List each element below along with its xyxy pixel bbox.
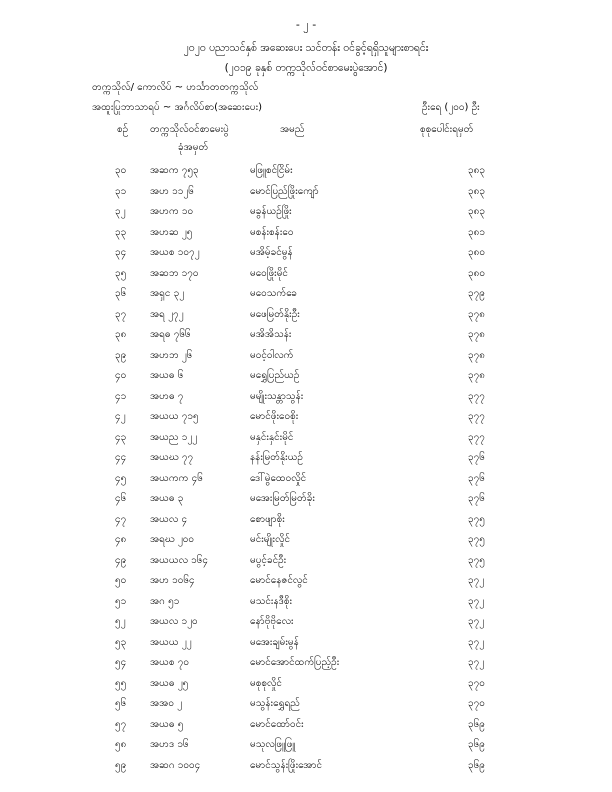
row-number: ၄၉ [115,554,127,566]
table-row [0,553,612,574]
row-number: ၅၅ [115,677,127,689]
row-number: ၄၆ [115,493,127,504]
table-row [0,655,612,676]
roll-number: အယဓ ၃ [150,493,184,504]
roll-number: အယကက ၄၆ [150,472,203,484]
roll-number: အဟဒ ၁၆ [150,739,189,750]
row-number: ၄၄ [115,452,127,463]
document-subtitle: (၂၀၁၉ ခုနှစ် တက္ကသိုလ်ဝင်စာမေးပွဲအောင်) [224,62,388,74]
column-header-name: အမည် [280,124,305,135]
roll-number: အရှင ၃၂ [150,288,185,299]
total-score: ၃၈၃ [468,206,485,217]
roll-number: အယဃ ၇၇ [150,452,194,463]
column-header-no: စဉ် [117,124,129,135]
student-name: မအိအိသန်း [250,329,292,340]
table-row [0,368,612,389]
table-row [0,676,612,697]
total-score: ၃၇၇ [468,390,485,402]
total-score: ၃၇၅ [468,513,485,525]
roll-number: အယစ ၁၀၇၂ [150,247,200,258]
total-score: ၃၇၅ [468,534,485,545]
row-number: ၄၁ [115,390,127,402]
total-score: ၃၆၉ [468,718,485,730]
row-number: ၃၉ [115,349,127,361]
student-name: မောင်နေဇင်လွင် [250,575,308,586]
table-row [0,594,612,615]
roll-number: အဆဘ ၁၇၀ [150,267,199,279]
table-row [0,717,612,738]
subject-line: အထူးပြုဘာသာရပ် ~ အင်္ဂလိပ်စာ(အဆေးပေး) [92,102,263,113]
table-row [0,430,612,451]
table-row [0,758,612,779]
student-name: မောင်အောင်ထက်ပြည့်ဦး [250,657,340,668]
row-number: ၃၆ [115,288,127,299]
roll-number: အရ ၂၇၂ [150,308,184,320]
roll-number: အအဝ ၂ [150,698,183,709]
total-score: ၃၇၇ [468,411,485,422]
student-name: မခွန်ယဉ်ဖြိုး [250,206,292,217]
table-row [0,573,612,594]
table-row [0,491,612,512]
table-row [0,266,612,287]
department-line: တက္ကသိုလ်/ ကောလိပ် ~ ဟင်္သာတတက္ကသိုလ် [92,82,259,93]
student-name: နော်ဗိုဗိုလေး [250,616,294,627]
total-score: ၃၇၈ [468,329,485,340]
column-header-roll: တက္ကသိုလ်ဝင်စာမေးပွဲ [150,124,229,135]
results-table [0,163,612,778]
student-name: မောင်သွန်းဖြိုးအောင် [250,759,322,771]
roll-number: အဆဂ ၁၀၀၄ [150,759,201,771]
row-number: ၅၂ [115,616,126,627]
table-row [0,614,612,635]
total-score: ၃၇၈ [468,370,485,381]
student-name: မအေးမြတ်မြတ်ခိုး [250,493,315,504]
table-row [0,245,612,266]
table-row [0,163,612,184]
roll-number: အဟက ၁၀ [150,206,194,217]
total-score: ၃၆၉ [468,739,485,750]
row-number: ၅၇ [115,718,127,730]
total-score: ၃၇၀ [468,677,485,689]
total-score: ၃၇၅ [468,554,485,566]
column-header-roll-sub: ခုံအမှတ် [178,142,209,153]
student-name: မောင်ပြည်ဖြိုးကျော် [250,185,319,197]
row-number: ၅၀ [115,575,127,586]
roll-number: အယည ၁၂၂ [150,431,198,443]
row-number: ၄၅ [115,472,127,484]
total-score: ၃၇၂ [468,616,485,627]
student-name: မဖြူစင်ငြိမ်း [250,165,293,176]
table-row [0,286,612,307]
total-score: ၃၈၃ [468,165,485,176]
row-number: ၃၂ [115,206,126,217]
total-score: ၃၇၂ [468,595,485,607]
total-score: ၃၇၀ [468,698,485,709]
total-score: ၃၇၆ [468,452,485,463]
student-name: မောင်ထော်ဝင်း [250,718,304,730]
row-number: ၄၃ [115,431,127,443]
student-name: စောဖျာစိုး [250,513,285,525]
total-score: ၃၈၁ [468,226,485,238]
roll-number: အယဓ ၆ [150,370,184,381]
row-number: ၅၁ [115,595,127,607]
student-name: ဒေါ်မွဲထေဝလှိုင် [250,472,307,484]
student-name: မစုစုလှိုင် [250,677,282,689]
row-number: ၅၄ [115,657,127,668]
student-name: မဝေဖြိုးမိုင် [250,267,288,279]
roll-number: အဟဓ ၇ [150,390,184,402]
column-header-score: စုစုပေါင်းရမှတ် [420,124,474,135]
total-score: ၃၇၈ [468,349,485,361]
total-count: ဦးရေ (၂၀၀) ဦး [422,102,480,113]
student-name: မအိမ့်ခင်မွန် [250,247,293,258]
table-row [0,204,612,225]
roll-number: အရဓ ၇၆၆ [150,329,191,340]
student-name: မနှင်းနှင်းမိုင် [250,431,294,443]
total-score: ၃၇၂ [468,657,485,668]
table-row [0,512,612,533]
table-row [0,635,612,656]
student-name: နန်းမြတ်နိုးယဉ် [250,452,303,463]
row-number: ၅၈ [115,739,127,750]
roll-number: အဟ ၁၁၂၆ [150,185,194,197]
table-row [0,409,612,430]
roll-number: အဟဆ ၂၅ [150,226,193,238]
row-number: ၅၉ [115,759,127,771]
document-title: ၂၀၂၀ ပညာသင်နှစ် အဆေးပေး သင်တန်း ဝင်ခွင့်ရရှိသူများစာရင်း [183,42,429,54]
roll-number: အဂ ၅၁ [150,595,180,607]
table-row [0,737,612,758]
student-name: မအေးချမ်းမွန် [250,636,299,648]
total-score: ၃၆၉ [468,759,485,771]
table-row [0,696,612,717]
table-row [0,307,612,328]
row-number: ၄၈ [115,534,127,545]
row-number: ၅၃ [115,636,127,648]
roll-number: အယစ ၇၀ [150,657,189,668]
roll-number: အဟဘ ၂၆ [150,349,193,361]
row-number: ၄၂ [115,411,126,422]
student-name: မမျိုးသန္တာသွန်း [250,390,304,402]
student-name: မဝင့်ဝါလက် [250,349,294,361]
roll-number: အယဓ ၅ [150,718,184,730]
total-score: ၃၈၀ [468,247,485,258]
row-number: ၄၇ [115,513,127,525]
row-number: ၃၀ [115,165,127,176]
roll-number: အယယ ၇၁၅ [150,411,199,422]
student-name: မရွှေပြည်ယဉ် [250,370,300,381]
table-row [0,450,612,471]
row-number: ၃၇ [115,308,127,320]
total-score: ၃၇၉ [468,288,485,299]
roll-number: အယယ ၂၂ [150,636,192,648]
row-number: ၃၃ [115,226,127,238]
row-number: ၅၆ [115,698,127,709]
total-score: ၃၇၂ [468,575,485,586]
table-row [0,184,612,205]
row-number: ၃၁ [115,185,127,197]
total-score: ၃၇၇ [468,431,485,443]
roll-number: အယဓ ၂၅ [150,677,189,689]
row-number: ၃၅ [115,267,127,279]
total-score: ၃၈၀ [468,267,485,279]
table-row [0,327,612,348]
total-score: ၃၇၆ [468,493,485,504]
total-score: ၃၇၂ [468,636,485,648]
row-number: ၄၀ [115,370,127,381]
roll-number: အရဃ ၂၀၀ [150,534,195,545]
student-name: မဖေမြတ်နိုးဦး [250,308,300,320]
student-name: မောင်ဖိုးဝေစိုး [250,411,299,422]
total-score: ၃၇၈ [468,308,485,320]
roll-number: အဆက ၇၅၃ [150,165,199,176]
row-number: ၃၄ [115,247,127,258]
student-name: မစန်းစန်းဝေ [250,226,294,238]
roll-number: အဟ ၁၀၆၄ [150,575,195,586]
student-name: မင်းမျိုးလှိုင် [250,534,290,545]
student-name: မသွန်းရွှေရည် [250,698,300,709]
roll-number: အယလ ၄ [150,513,188,525]
roll-number: အယလ ၁၂၀ [150,616,198,627]
page-number: - ၂ - [295,18,317,31]
table-row [0,471,612,492]
total-score: ၃၈၃ [468,185,485,197]
table-row [0,389,612,410]
table-row [0,348,612,369]
row-number: ၃၈ [115,329,127,340]
total-score: ၃၇၆ [468,472,485,484]
table-row [0,225,612,246]
student-name: မပွင့်ခင်ဦး [250,554,287,566]
student-name: မသင်းနဒီစိုး [250,595,293,607]
roll-number: အယယလ ၁၆၄ [150,554,209,566]
student-name: မဝေသက်ခေ [250,288,297,299]
student-name: မသုလဖြူဖြူ [250,739,296,750]
table-row [0,532,612,553]
